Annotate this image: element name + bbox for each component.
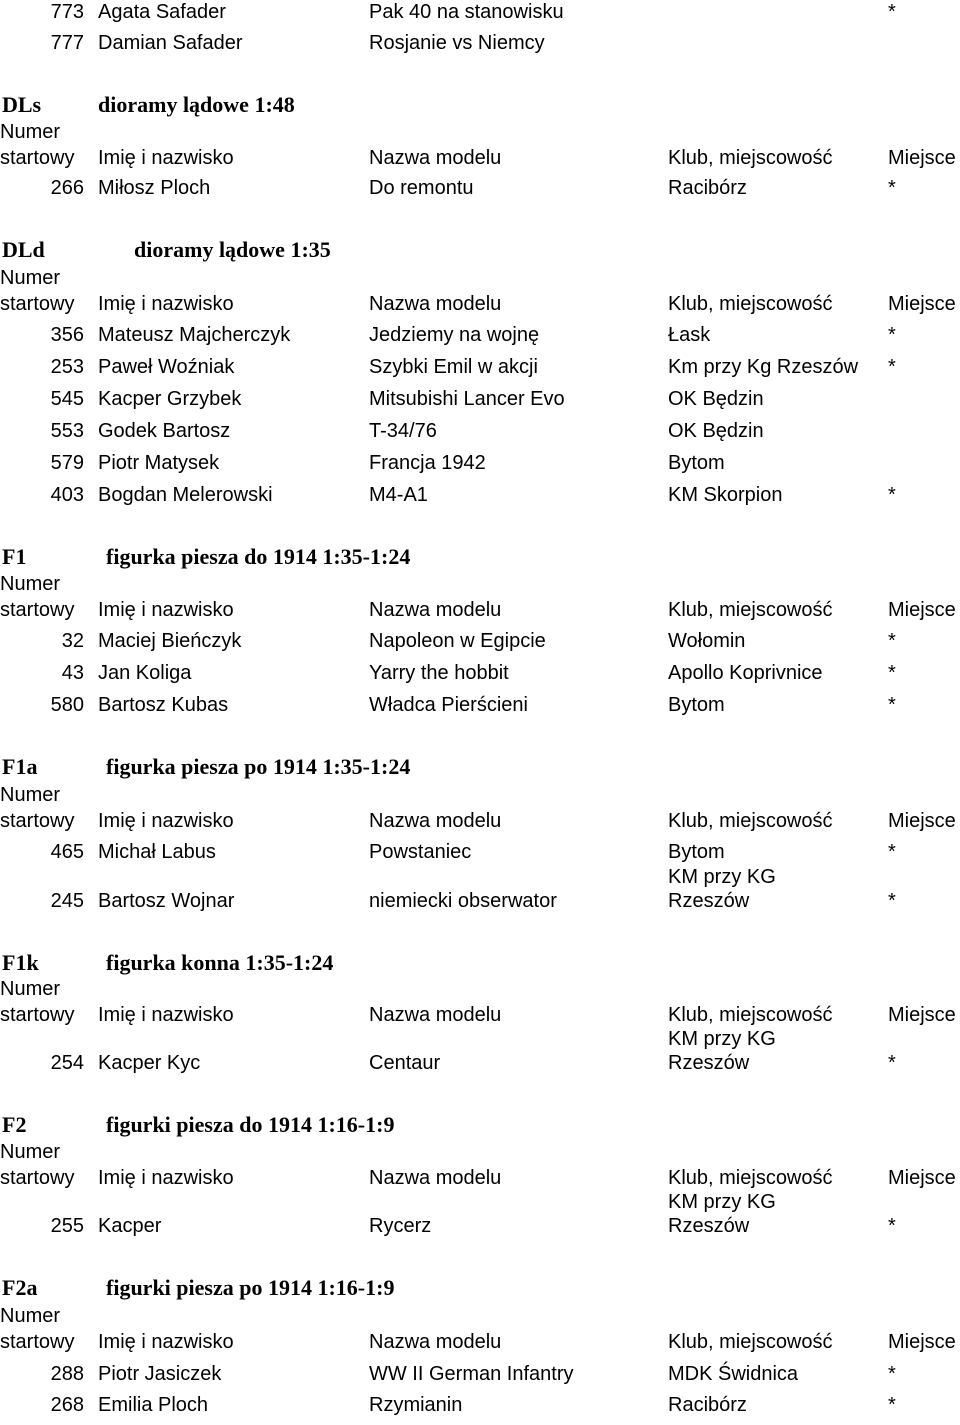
participant-name: Piotr Jasiczek: [98, 1363, 222, 1385]
column-headers: [0, 266, 960, 316]
col-numer: Numer: [0, 784, 61, 806]
club-city: Bytom: [668, 841, 725, 863]
col-model: Nazwa modelu: [369, 1331, 502, 1353]
start-number: 545: [50, 388, 84, 410]
participant-name: Bartosz Wojnar: [98, 890, 235, 912]
section-title: figurka piesza po 1914 1:35-1:24: [106, 754, 411, 779]
section-title: figurka piesza do 1914 1:35-1:24: [106, 544, 411, 569]
model-name: Yarry the hobbit: [369, 662, 509, 684]
col-model: Nazwa modelu: [369, 1167, 502, 1189]
col-place: Miejsce: [888, 147, 956, 169]
section-code: DLs: [2, 92, 42, 117]
col-model: Nazwa modelu: [369, 810, 502, 832]
club-city: Km przy Kg Rzeszów: [668, 356, 859, 378]
start-number: 403: [50, 484, 84, 506]
model-name: M4-A1: [369, 484, 428, 506]
table-row: [0, 483, 960, 515]
table-row: [0, 661, 960, 693]
place-mark: *: [888, 324, 896, 346]
col-model: Nazwa modelu: [369, 293, 502, 315]
col-name: Imię i nazwisko: [98, 599, 234, 621]
col-numer: Numer: [0, 267, 61, 289]
club-line-1: KM przy KG: [668, 1028, 776, 1050]
model-name: Rzymianin: [369, 1394, 463, 1416]
section-header: [0, 237, 960, 263]
table-row: [0, 1191, 960, 1246]
col-name: Imię i nazwisko: [98, 810, 234, 832]
participant-name: Emilia Ploch: [98, 1394, 209, 1416]
col-place: Miejsce: [888, 1331, 956, 1353]
col-startowy: startowy: [0, 810, 75, 832]
participant-name: Damian Safader: [98, 32, 243, 54]
table-row: [0, 866, 960, 921]
col-startowy: startowy: [0, 293, 75, 315]
column-headers: [0, 572, 960, 622]
start-number: 253: [50, 356, 84, 378]
club-city: Bytom: [668, 452, 725, 474]
club-line-1: KM przy KG: [668, 1191, 776, 1213]
column-headers: [0, 120, 960, 170]
col-club: Klub, miejscowość: [668, 147, 833, 169]
col-model: Nazwa modelu: [369, 599, 502, 621]
table-row: [0, 451, 960, 483]
model-name: T-34/76: [369, 420, 437, 442]
start-number: 43: [61, 662, 84, 684]
section-header: [0, 544, 960, 570]
table-row: [0, 387, 960, 419]
start-number: 553: [50, 420, 84, 442]
participant-name: Kacper Kyc: [98, 1052, 201, 1074]
start-number: 579: [50, 452, 84, 474]
participant-name: Kacper: [98, 1215, 162, 1237]
model-name: Centaur: [369, 1052, 441, 1074]
col-place: Miejsce: [888, 1167, 956, 1189]
participant-name: Miłosz Ploch: [98, 177, 211, 199]
participant-name: Godek Bartosz: [98, 420, 231, 442]
col-model: Nazwa modelu: [369, 147, 502, 169]
table-row: [0, 0, 960, 32]
place-mark: *: [888, 484, 896, 506]
section-header: [0, 1275, 960, 1301]
col-name: Imię i nazwisko: [98, 147, 234, 169]
club-city: OK Będzin: [668, 420, 764, 442]
model-name: Rosjanie vs Niemcy: [369, 32, 545, 54]
participant-name: Bartosz Kubas: [98, 694, 229, 716]
col-startowy: startowy: [0, 1167, 75, 1189]
participant-name: Mateusz Majcherczyk: [98, 324, 291, 346]
col-club: Klub, miejscowość: [668, 1331, 833, 1353]
club-city: Rzeszów: [668, 890, 750, 912]
place-mark: *: [888, 1394, 896, 1416]
section-code: F1a: [2, 754, 38, 779]
col-numer: Numer: [0, 978, 61, 1000]
table-row: [0, 176, 960, 208]
place-mark: *: [888, 177, 896, 199]
col-numer: Numer: [0, 573, 61, 595]
place-mark: *: [888, 1215, 896, 1237]
column-headers: [0, 783, 960, 833]
col-club: Klub, miejscowość: [668, 599, 833, 621]
table-row: [0, 355, 960, 387]
club-city: OK Będzin: [668, 388, 764, 410]
col-numer: Numer: [0, 1305, 61, 1327]
start-number: 465: [50, 841, 84, 863]
model-name: Francja 1942: [369, 452, 486, 474]
table-row: [0, 31, 960, 63]
place-mark: *: [888, 694, 896, 716]
section-title: dioramy lądowe 1:35: [134, 237, 331, 262]
start-number: 268: [50, 1394, 84, 1416]
club-line-1: KM przy KG: [668, 866, 776, 888]
club-city: Racibórz: [668, 177, 747, 199]
model-name: Pak 40 na stanowisku: [369, 1, 564, 23]
start-number: 255: [50, 1215, 84, 1237]
table-row: [0, 1362, 960, 1394]
section-code: F2: [2, 1112, 27, 1137]
section-code: F1: [2, 544, 27, 569]
start-number: 254: [50, 1052, 84, 1074]
col-model: Nazwa modelu: [369, 1004, 502, 1026]
club-city: MDK Świdnica: [668, 1363, 799, 1385]
table-row: [0, 323, 960, 355]
section-header: [0, 950, 960, 976]
club-city: Łask: [668, 324, 711, 346]
table-row: [0, 1393, 960, 1425]
table-row: [0, 1028, 960, 1083]
model-name: Powstaniec: [369, 841, 472, 863]
col-club: Klub, miejscowość: [668, 1004, 833, 1026]
table-row: [0, 840, 960, 872]
participant-name: Paweł Woźniak: [98, 356, 235, 378]
table-row: [0, 693, 960, 725]
col-startowy: startowy: [0, 1004, 75, 1026]
club-city: Wołomin: [668, 630, 746, 652]
col-club: Klub, miejscowość: [668, 1167, 833, 1189]
model-name: Władca Pierścieni: [369, 694, 528, 716]
section-title: figurka konna 1:35-1:24: [106, 950, 334, 975]
participant-name: Maciej Bieńczyk: [98, 630, 242, 652]
start-number: 266: [50, 177, 84, 199]
section-header: [0, 92, 960, 118]
model-name: Napoleon w Egipcie: [369, 630, 546, 652]
place-mark: *: [888, 630, 896, 652]
section-title: figurki piesza do 1914 1:16-1:9: [106, 1112, 395, 1137]
col-place: Miejsce: [888, 810, 956, 832]
model-name: WW II German Infantry: [369, 1363, 574, 1385]
table-row: [0, 629, 960, 661]
participant-name: Kacper Grzybek: [98, 388, 242, 410]
participant-name: Agata Safader: [98, 1, 226, 23]
model-name: Do remontu: [369, 177, 474, 199]
participant-name: Jan Koliga: [98, 662, 192, 684]
start-number: 773: [50, 1, 84, 23]
section-code: F1k: [2, 950, 39, 975]
col-startowy: startowy: [0, 147, 75, 169]
col-place: Miejsce: [888, 1004, 956, 1026]
model-name: niemiecki obserwator: [369, 890, 557, 912]
club-city: Rzeszów: [668, 1052, 750, 1074]
place-mark: *: [888, 356, 896, 378]
model-name: Jedziemy na wojnę: [369, 324, 540, 346]
section-code: DLd: [2, 237, 45, 262]
col-startowy: startowy: [0, 1331, 75, 1353]
col-startowy: startowy: [0, 599, 75, 621]
column-headers: [0, 1304, 960, 1354]
place-mark: *: [888, 1, 896, 23]
model-name: Mitsubishi Lancer Evo: [369, 388, 565, 410]
club-city: KM Skorpion: [668, 484, 783, 506]
col-name: Imię i nazwisko: [98, 1331, 234, 1353]
place-mark: *: [888, 662, 896, 684]
start-number: 580: [50, 694, 84, 716]
place-mark: *: [888, 1052, 896, 1074]
col-club: Klub, miejscowość: [668, 293, 833, 315]
place-mark: *: [888, 841, 896, 863]
club-city: Rzeszów: [668, 1215, 750, 1237]
start-number: 32: [61, 630, 84, 652]
club-city: Bytom: [668, 694, 725, 716]
place-mark: *: [888, 890, 896, 912]
start-number: 777: [50, 32, 84, 54]
model-name: Szybki Emil w akcji: [369, 356, 538, 378]
participant-name: Michał Labus: [98, 841, 216, 863]
section-code: F2a: [2, 1275, 38, 1300]
place-mark: *: [888, 1363, 896, 1385]
col-club: Klub, miejscowość: [668, 810, 833, 832]
start-number: 356: [50, 324, 84, 346]
column-headers: [0, 977, 960, 1027]
club-city: Apollo Koprivnice: [668, 662, 823, 684]
club-city: Racibórz: [668, 1394, 747, 1416]
section-header: [0, 1112, 960, 1138]
col-numer: Numer: [0, 121, 61, 143]
col-name: Imię i nazwisko: [98, 293, 234, 315]
start-number: 245: [50, 890, 84, 912]
section-title: figurki piesza po 1914 1:16-1:9: [106, 1275, 395, 1300]
model-name: Rycerz: [369, 1215, 432, 1237]
participant-name: Piotr Matysek: [98, 452, 220, 474]
section-header: [0, 754, 960, 780]
table-row: [0, 419, 960, 451]
start-number: 288: [50, 1363, 84, 1385]
col-name: Imię i nazwisko: [98, 1004, 234, 1026]
col-name: Imię i nazwisko: [98, 1167, 234, 1189]
col-place: Miejsce: [888, 599, 956, 621]
participant-name: Bogdan Melerowski: [98, 484, 273, 506]
col-numer: Numer: [0, 1141, 61, 1163]
section-title: dioramy lądowe 1:48: [98, 92, 295, 117]
col-place: Miejsce: [888, 293, 956, 315]
column-headers: [0, 1140, 960, 1190]
